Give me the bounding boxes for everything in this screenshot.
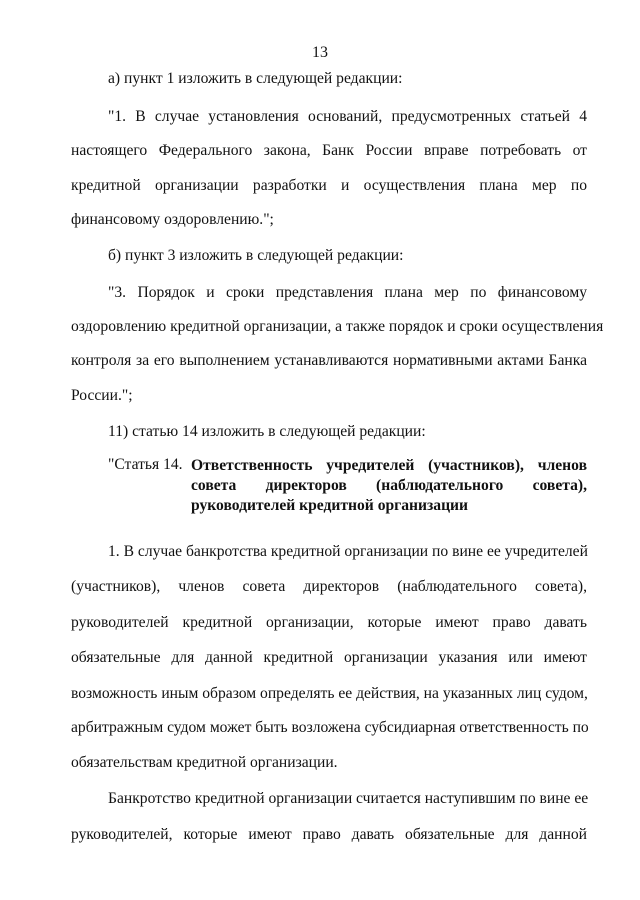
text-line: а) пункт 1 изложить в следующей редакции: (108, 70, 403, 87)
text-line: России."; (71, 387, 133, 404)
text-line: обязательствам кредитной организации. (71, 754, 338, 771)
text-line: "1. В случае установления оснований, предусмотренных статьей 4 (108, 108, 587, 125)
text-line: 1. В случае банкротства кредитной организации по вине ее учредителей (108, 543, 588, 560)
text-line: обязательные для данной кредитной организации указания или имеют (71, 649, 587, 666)
article-title (191, 456, 587, 516)
text-line: 11) статью 14 изложить в следующей редакции: (108, 423, 426, 440)
text-line: руководителей, которые имеют право давать обязательные для данной (71, 826, 587, 843)
text-line: Банкротство кредитной организации считается наступившим по вине ее (108, 790, 589, 807)
article-label: "Статья 14. (108, 456, 183, 473)
text-line: возможность иным образом определять ее действия, на указанных лиц судом, (71, 685, 588, 702)
article-title-line: Ответственность учредителей (участников), членов (191, 457, 587, 474)
text-line: руководителей кредитной организации, которые имеют право давать (71, 614, 587, 631)
text-line: настоящего Федерального закона, Банк России вправе потребовать от (71, 142, 587, 159)
text-line: кредитной организации разработки и осуществления плана мер по (71, 177, 587, 194)
article-title-line: совета директоров (наблюдательного совета), (191, 477, 587, 494)
text-line: (участников), членов совета директоров (наблюдательного совета), (71, 578, 587, 595)
page-number: 13 (312, 44, 328, 61)
text-line: б) пункт 3 изложить в следующей редакции: (108, 247, 404, 264)
text-line: контроля за его выполнением устанавливаются нормативными актами Банка (71, 352, 587, 369)
text-line: финансовому оздоровлению."; (71, 211, 274, 228)
article-title-line: руководителей кредитной организации (191, 497, 469, 514)
text-line: "3. Порядок и сроки представления плана мер по финансовому (108, 284, 587, 301)
text-line: оздоровлению кредитной организации, а также порядок и сроки осуществления (71, 318, 604, 335)
text-line: арбитражным судом может быть возложена субсидиарная ответственность по (71, 719, 589, 736)
